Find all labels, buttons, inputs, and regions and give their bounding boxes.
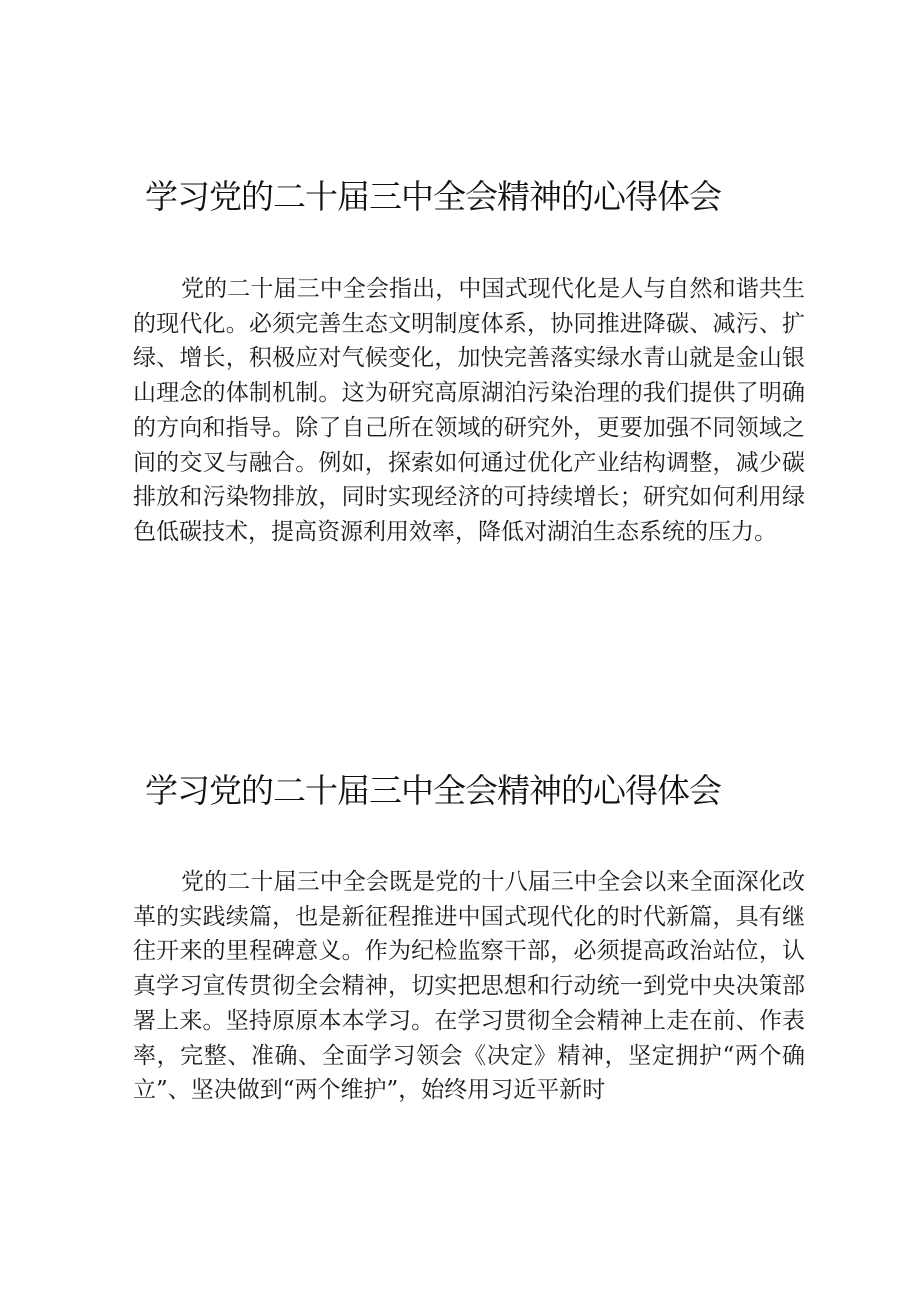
section-title: 学习党的二十届三中全会精神的心得体会 (145, 771, 721, 810)
section-title: 学习党的二十届三中全会精神的心得体会 (145, 177, 721, 216)
body-paragraph: 党的二十届三中全会既是党的十八届三中全会以来全面深化改革的实践续篇，也是新征程推进中国式现代化的时代新篇，具有继往开来的里程碑意义。作为纪检监察干部，必须提高政治站位，认真学习宣传贯彻全会精神，切实把思想和行动统一到党中央决策部署上来。坚持原原本本学习。在学习贯彻全会精神上走在前、作表率，完整、准确、全面学习领会《决定》精神，坚定拥护“两个确立”、坚决做到“两个维护”，始终用习近平新时 (133, 869, 805, 1104)
body-paragraph: 党的二十届三中全会指出，中国式现代化是人与自然和谐共生的现代化。必须完善生态文明制度体系，协同推进降碳、减污、扩绿、增长，积极应对气候变化，加快完善落实绿水青山就是金山银山理念的体制机制。这为研究高原湖泊污染治理的我们提供了明确的方向和指导。除了自己所在领域的研究外，更要加强不同领域之间的交叉与融合。例如，探索如何通过优化产业结构调整，减少碳排放和污染物排放，同时实现经济的可持续增长；研究如何利用绿色低碳技术，提高资源利用效率，降低对湖泊生态系统的压力。 (133, 276, 805, 545)
